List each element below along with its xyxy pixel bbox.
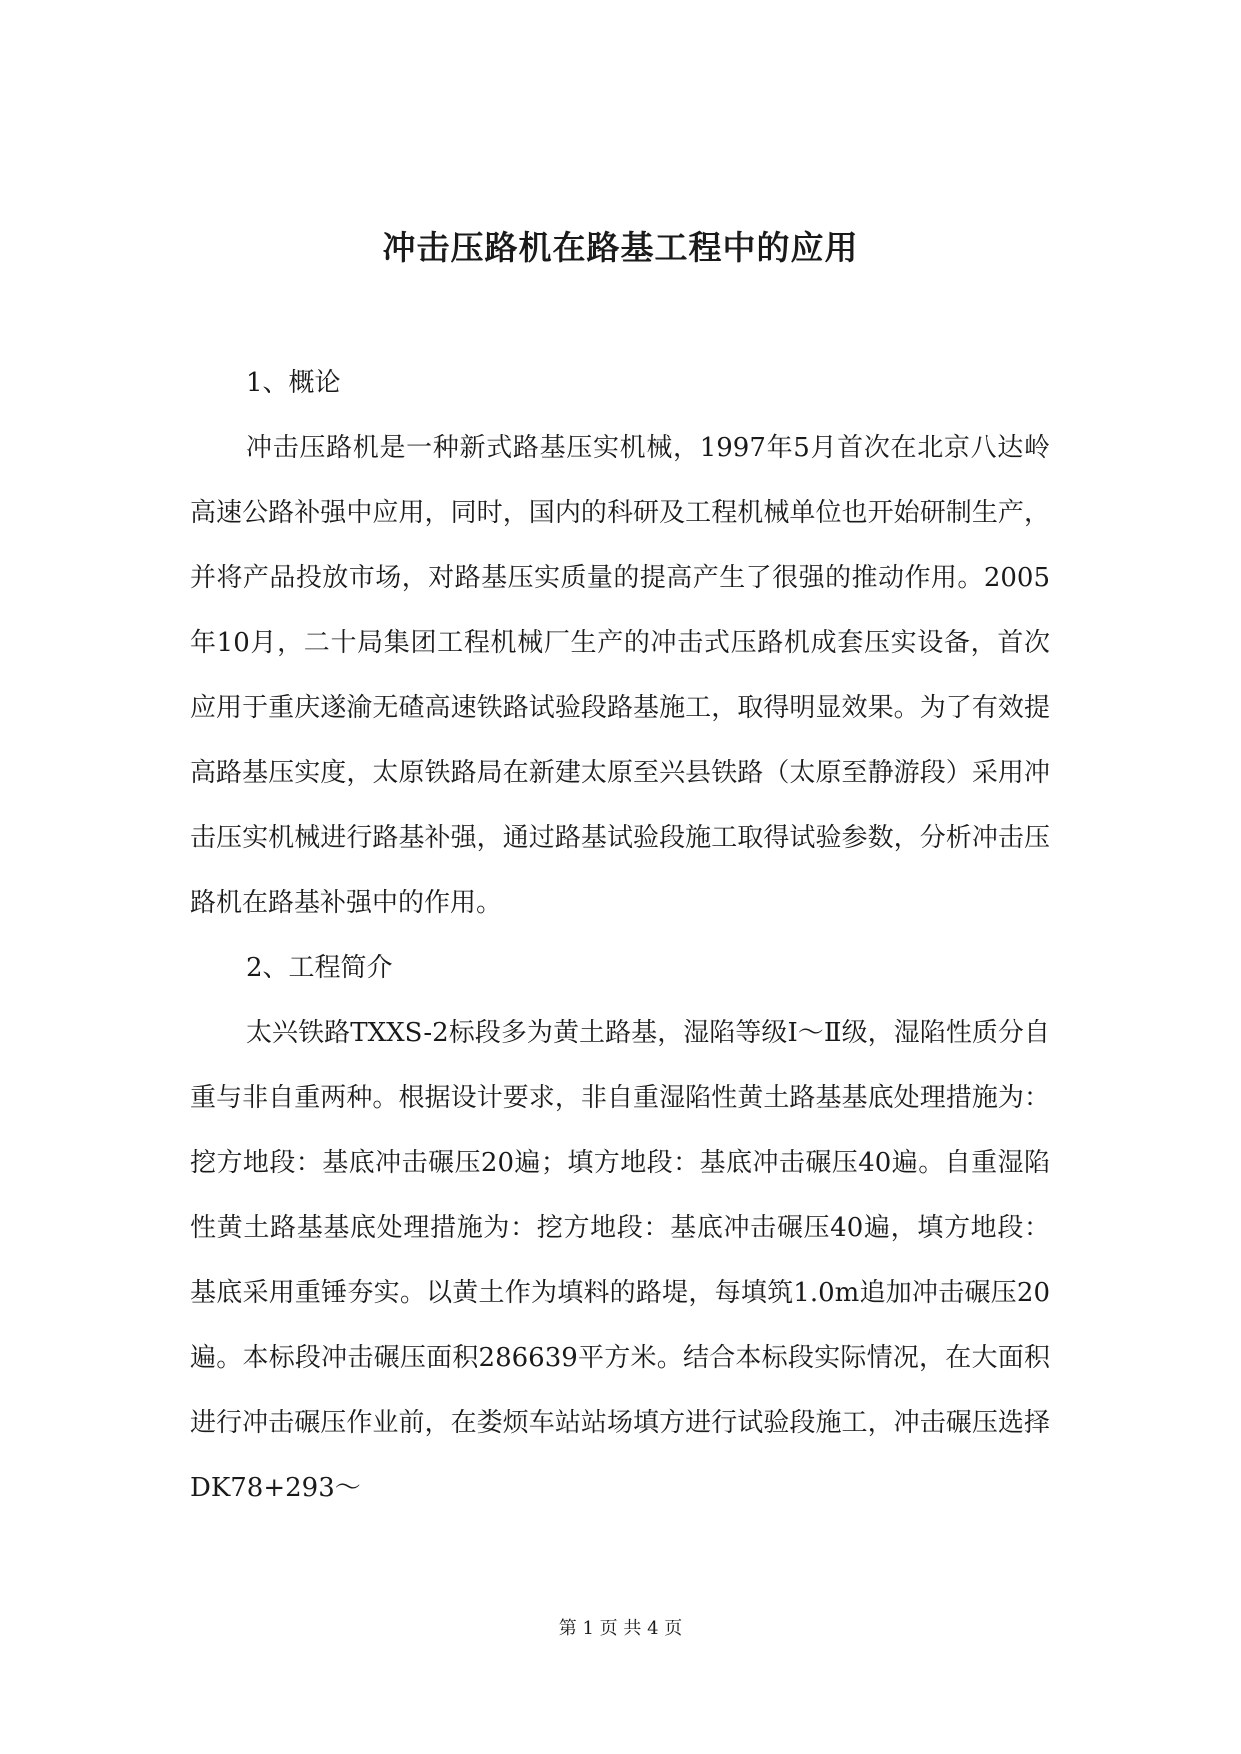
section-paragraph-1: 冲击压路机是一种新式路基压实机械，1997年5月首次在北京八达岭高速公路补强中应用，同时，国内的科研及工程机械单位也开始研制生产，并将产品投放市场，对路基压实质量的提高产生了很强的推动作用。2005年10月，二十局集团工程机械厂生产的冲击式压路机成套压实设备，首次应用于重庆遂渝无碴高速铁路试验段路基施工，取得明显效果。为了有效提高路基压实度，太原铁路局在新建太原至兴县铁路（太原至静游段）采用冲击压实机械进行路基补强，通过路基试验段施工取得试验参数，分析冲击压路机在路基补强中的作用。 (190, 433, 1050, 918)
page-number-footer: 第 1 页 共 4 页 (558, 1618, 683, 1639)
section-paragraph-2: 太兴铁路TXXS-2标段多为黄土路基，湿陷等级Ⅰ～Ⅱ级，湿陷性质分自重与非自重两种。根据设计要求，非自重湿陷性黄土路基基底处理措施为：挖方地段：基底冲击碾压20遍；填方地段：基底冲击碾压40遍。自重湿陷性黄土路基基底处理措施为：挖方地段：基底冲击碾压40遍，填方地段：基底采用重锤夯实。以黄土作为填料的路堤，每填筑1.0m追加冲击碾压20遍。本标段冲击碾压面积286639平方米。结合本标段实际情况，在大面积进行冲击碾压作业前，在娄烦车站站场填方进行试验段施工，冲击碾压选择DK78+293～ (190, 1018, 1050, 1503)
document-title: 冲击压路机在路基工程中的应用 (382, 228, 859, 267)
section-heading-1: 1、概论 (246, 368, 341, 398)
section-heading-2: 2、工程简介 (246, 953, 393, 983)
document-body (190, 351, 1050, 1521)
